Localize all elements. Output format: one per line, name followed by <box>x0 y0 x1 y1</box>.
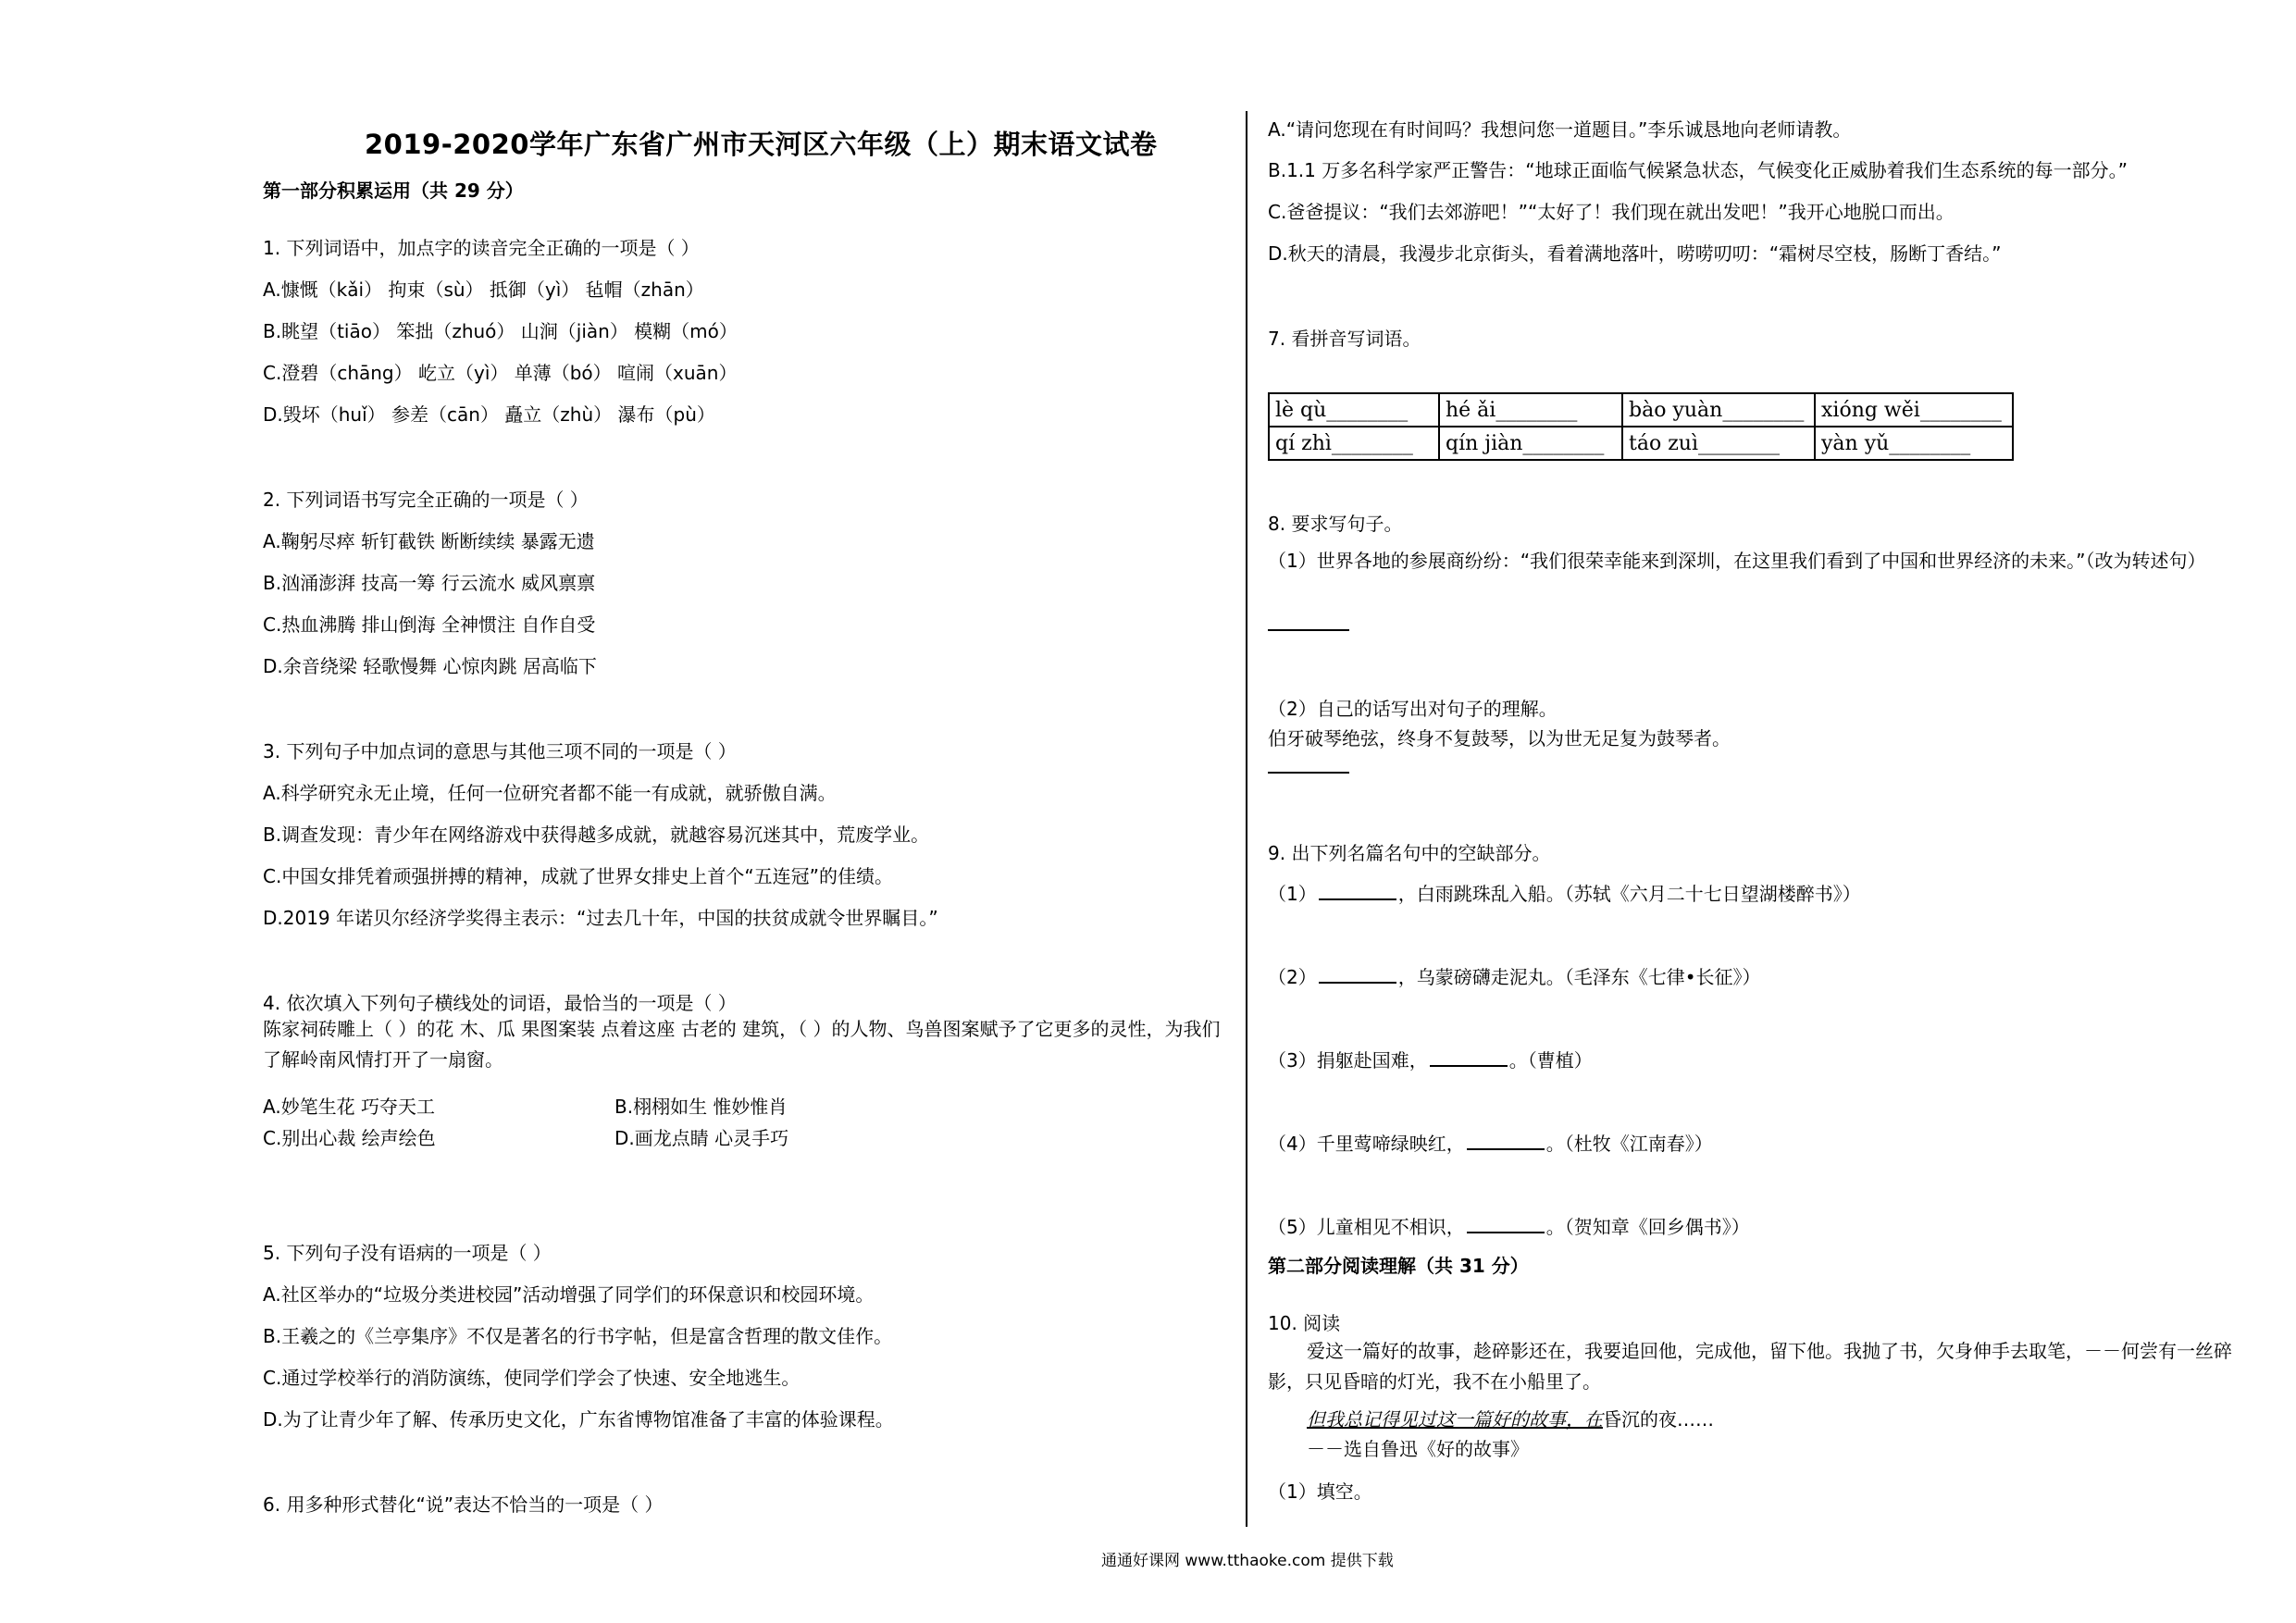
pinyin-row <box>1269 393 2013 427</box>
q2-stem: 2. 下列词语书写完全正确的一项是（ ） <box>263 489 589 511</box>
q8-answer-line-1[interactable] <box>1268 629 1349 631</box>
fill-blank[interactable] <box>1430 1064 1508 1067</box>
q4-option-d: D.画龙点睛 心灵手巧 <box>614 1127 789 1149</box>
q4-option-c: C.别出心裁 绘声绘色 <box>263 1127 436 1149</box>
q3-option-a: A.科学研究永无止境，任何一位研究者都不能一有成就，就骄傲自满。 <box>263 782 837 804</box>
q6-option-c: C.爸爸提议：“我们去郊游吧！”“太好了！我们现在就出发吧！”我开心地脱口而出。 <box>1268 201 1955 223</box>
q5-option-c: C.通过学校举行的消防演练，使同学们学会了快速、安全地逃生。 <box>263 1367 800 1389</box>
fill-blank[interactable] <box>1467 1147 1545 1150</box>
q1-option-c: C.澄碧（chāng） 屹立（yì） 单薄（bó） 喧闹（xuān） <box>263 362 738 384</box>
exam-title: 2019-2020学年广东省广州市天河区六年级（上）期末语文试卷 <box>365 129 1158 160</box>
pinyin-cell[interactable]: bào yuàn________ <box>1622 393 1815 427</box>
q9-item-4 <box>1268 1129 1713 1156</box>
q9-item-pre: （5）儿童相见不相识， <box>1268 1216 1465 1238</box>
q3-option-b: B.调查发现：青少年在网络游戏中获得越多成就，就越容易沉迷其中，荒废学业。 <box>263 824 930 846</box>
q1-option-b: B.眺望（tiāo） 笨拙（zhuó） 山涧（jiàn） 模糊（mó） <box>263 320 738 342</box>
q6-option-d: D.秋天的清晨，我漫步北京街头，看着满地落叶，唠唠叨叨：“霜树尽空枝，肠断丁香结。” <box>1268 242 2002 265</box>
passage-rest: 昏沉的夜…… <box>1603 1408 1714 1431</box>
q6-option-b: B.1.1 万多名科学家严正警告：“地球正面临气候紧急状态，气候变化正威胁着我们生态系统的每一部分。” <box>1268 159 2128 181</box>
q5-option-a: A.社区举办的“垃圾分类进校园”活动增强了同学们的环保意识和校园环境。 <box>263 1283 875 1306</box>
q8-stem: 8. 要求写句子。 <box>1268 513 1403 535</box>
fill-blank[interactable] <box>1467 1231 1545 1233</box>
q10-stem: 10. 阅读 <box>1268 1312 1341 1334</box>
q10-passage: 爱这一篇好的故事，趁碎影还在，我要追回他，完成他，留下他。我抛了书，欠身伸手去取笔，－－何尝有一丝碎影，只见昏暗的灯光，我不在小船里了。 <box>1268 1340 2232 1393</box>
pinyin-cell[interactable]: qí zhì________ <box>1269 427 1439 460</box>
q6-option-a: A.“请问您现在有时间吗？我想问您一道题目。”李乐诚恳地向老师请教。 <box>1268 118 1852 141</box>
q9-item-2 <box>1268 962 1761 989</box>
q6-stem: 6. 用多种形式替化“说”表达不恰当的一项是（ ） <box>263 1493 664 1516</box>
part2-heading: 第二部分阅读理解（共 31 分） <box>1268 1255 1529 1277</box>
q10-sub1: （1）填空。 <box>1268 1481 1372 1503</box>
q2-option-c: C.热血沸腾 排山倒海 全神惯注 自作自受 <box>263 613 596 636</box>
q8-sentence-2: （2）自己的话写出对句子的理解。 <box>1268 698 1558 720</box>
q8-answer-line-2[interactable] <box>1268 772 1349 774</box>
q1-stem: 1. 下列词语中，加点字的读音完全正确的一项是（ ） <box>263 237 700 259</box>
q9-item-post: 。（曹植） <box>1508 1049 1593 1072</box>
pinyin-cell[interactable]: hé ǎi________ <box>1439 393 1622 427</box>
q9-item-pre: （1） <box>1268 883 1317 905</box>
q4-option-a: A.妙笔生花 巧夺天工 <box>263 1096 436 1118</box>
pinyin-cell[interactable]: qín jiàn________ <box>1439 427 1622 460</box>
q4-passage: 陈家祠砖雕上（ ）的花 木、瓜 果图案装 点着这座 古老的 建筑，（ ）的人物、鸟兽图案赋予了它更多的灵性，为我们了解岭南风情打开了一扇窗。 <box>263 1018 1221 1071</box>
q9-item-post: 。（贺知章《回乡偶书》） <box>1545 1216 1750 1238</box>
q4-stem: 4. 依次填入下列句子横线处的词语，最恰当的一项是（ ） <box>263 992 737 1014</box>
q10-passage-end <box>1307 1405 1714 1431</box>
q9-item-post: ，白雨跳珠乱入船。（苏轼《六月二十七日望湖楼醉书》） <box>1397 883 1861 905</box>
q8-sentence-1: （1）世界各地的参展商纷纷：“我们很荣幸能来到深圳，在这里我们看到了中国和世界经济的未来。”（改为转述句） <box>1268 550 2206 572</box>
pinyin-row <box>1269 427 2013 460</box>
q5-stem: 5. 下列句子没有语病的一项是（ ） <box>263 1242 552 1264</box>
q5-option-d: D.为了让青少年了解、传承历史文化，广东省博物馆准备了丰富的体验课程。 <box>263 1408 894 1431</box>
q2-option-a: A.鞠躬尽瘁 斩钉截铁 断断续续 暴露无遗 <box>263 530 595 552</box>
q9-item-pre: （4）千里莺啼绿映红， <box>1268 1133 1465 1155</box>
page-footer: 通通好课网 www.tthaoke.com 提供下载 <box>1101 1552 1394 1570</box>
q9-item-5 <box>1268 1212 1750 1239</box>
q9-item-post: ，乌蒙磅礴走泥丸。（毛泽东《七律•长征》） <box>1397 966 1761 988</box>
pinyin-cell[interactable]: yàn yǔ________ <box>1815 427 2013 460</box>
fill-blank[interactable] <box>1319 898 1396 900</box>
q10-source: －－选自鲁迅《好的故事》 <box>1307 1438 1529 1460</box>
divider <box>1246 111 1247 1527</box>
pinyin-cell[interactable]: lè qù________ <box>1269 393 1439 427</box>
q3-option-d: D.2019 年诺贝尔经济学奖得主表示：“过去几十年，中国的扶贫成就令世界瞩目。” <box>263 907 938 929</box>
part1-heading: 第一部分积累运用（共 29 分） <box>263 180 524 202</box>
pinyin-cell[interactable]: táo zuì________ <box>1622 427 1815 460</box>
pinyin-cell[interactable]: xióng wěi________ <box>1815 393 2013 427</box>
q3-stem: 3. 下列句子中加点词的意思与其他三项不同的一项是（ ） <box>263 740 737 762</box>
q2-option-b: B.汹涌澎湃 技高一筹 行云流水 威风禀禀 <box>263 572 596 594</box>
underlined-sentence: 但我总记得见过这一篇好的故事，在 <box>1307 1408 1603 1431</box>
q1-option-a: A.慷慨（kǎi） 拘束（sù） 抵御（yì） 毡帽（zhān） <box>263 279 704 301</box>
q9-item-3 <box>1268 1046 1593 1072</box>
q1-option-d: D.毁坏（huǐ） 参差（cān） 矗立（zhù） 瀑布（pù） <box>263 403 715 426</box>
q9-item-1 <box>1268 879 1861 906</box>
q9-item-pre: （2） <box>1268 966 1317 988</box>
q4-option-b: B.栩栩如生 惟妙惟肖 <box>614 1096 788 1118</box>
q7-stem: 7. 看拼音写词语。 <box>1268 328 1421 350</box>
fill-blank[interactable] <box>1319 981 1396 984</box>
pinyin-table <box>1268 392 2014 461</box>
q5-option-b: B.王羲之的《兰亭集序》不仅是著名的行书字帖，但是富含哲理的散文佳作。 <box>263 1325 893 1347</box>
q8-sentence-2-text: 伯牙破琴绝弦，终身不复鼓琴，以为世无足复为鼓琴者。 <box>1268 727 1731 750</box>
q3-option-c: C.中国女排凭着顽强拼搏的精神，成就了世界女排史上首个“五连冠”的佳绩。 <box>263 865 894 887</box>
q9-stem: 9. 出下列名篇名句中的空缺部分。 <box>1268 842 1551 864</box>
q9-item-pre: （3）捐躯赴国难， <box>1268 1049 1428 1072</box>
q9-item-post: 。（杜牧《江南春》） <box>1545 1133 1713 1155</box>
q2-option-d: D.余音绕梁 轻歌慢舞 心惊肉跳 居高临下 <box>263 655 597 677</box>
